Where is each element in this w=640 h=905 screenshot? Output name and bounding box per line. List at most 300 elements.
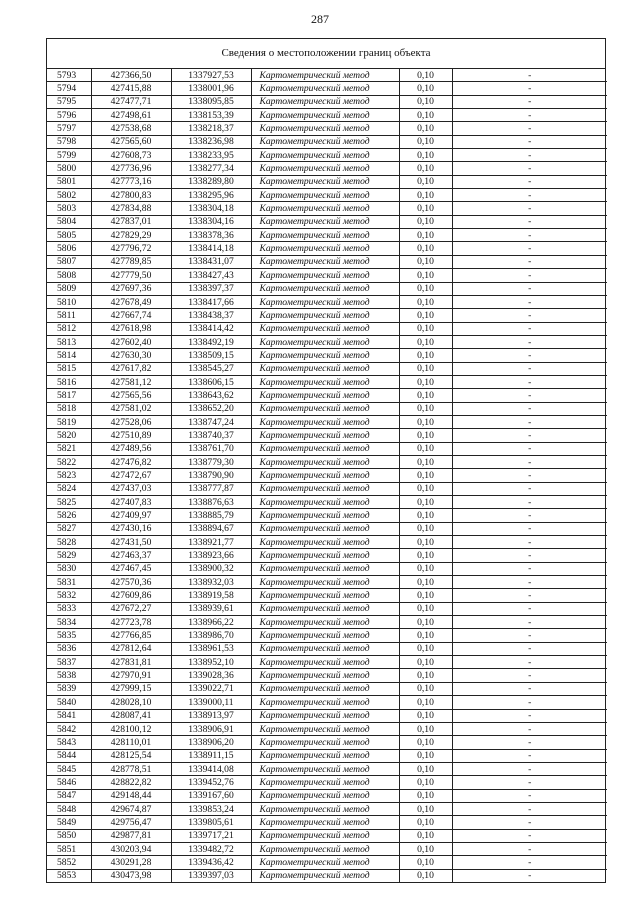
point-number-cell: 5794	[47, 82, 91, 95]
table-row	[47, 455, 607, 468]
point-number-cell: 5827	[47, 522, 91, 535]
method-cell: Картометрический метод	[251, 829, 399, 842]
x-coordinate-cell: 427565,60	[91, 135, 171, 148]
accuracy-cell: 0,10	[399, 816, 452, 829]
point-number-cell: 5837	[47, 656, 91, 669]
y-coordinate-cell: 1338961,53	[171, 642, 251, 655]
description-cell: -	[452, 82, 607, 95]
y-coordinate-cell: 1338233,95	[171, 149, 251, 162]
table-row	[47, 122, 607, 135]
y-coordinate-cell: 1339805,61	[171, 816, 251, 829]
table-row	[47, 549, 607, 562]
method-cell: Картометрический метод	[251, 482, 399, 495]
y-coordinate-cell: 1338378,36	[171, 229, 251, 242]
table-row	[47, 856, 607, 869]
accuracy-cell: 0,10	[399, 202, 452, 215]
description-cell: -	[452, 669, 607, 682]
accuracy-cell: 0,10	[399, 135, 452, 148]
point-number-cell: 5793	[47, 69, 91, 82]
description-cell: -	[452, 215, 607, 228]
method-cell: Картометрический метод	[251, 709, 399, 722]
x-coordinate-cell: 428028,10	[91, 696, 171, 709]
accuracy-cell: 0,10	[399, 149, 452, 162]
point-number-cell: 5842	[47, 722, 91, 735]
accuracy-cell: 0,10	[399, 389, 452, 402]
description-cell: -	[452, 869, 607, 882]
x-coordinate-cell: 427489,56	[91, 442, 171, 455]
table-row	[47, 309, 607, 322]
accuracy-cell: 0,10	[399, 429, 452, 442]
table-row	[47, 536, 607, 549]
description-cell: -	[452, 282, 607, 295]
accuracy-cell: 0,10	[399, 415, 452, 428]
point-number-cell: 5811	[47, 309, 91, 322]
method-cell: Картометрический метод	[251, 389, 399, 402]
x-coordinate-cell: 427608,73	[91, 149, 171, 162]
y-coordinate-cell: 1338304,16	[171, 215, 251, 228]
accuracy-cell: 0,10	[399, 616, 452, 629]
point-number-cell: 5816	[47, 375, 91, 388]
y-coordinate-cell: 1338952,10	[171, 656, 251, 669]
y-coordinate-cell: 1338277,34	[171, 162, 251, 175]
point-number-cell: 5826	[47, 509, 91, 522]
y-coordinate-cell: 1339853,24	[171, 802, 251, 815]
x-coordinate-cell: 429756,47	[91, 816, 171, 829]
description-cell: -	[452, 175, 607, 188]
x-coordinate-cell: 427630,30	[91, 349, 171, 362]
table-row	[47, 496, 607, 509]
table-row	[47, 335, 607, 348]
accuracy-cell: 0,10	[399, 122, 452, 135]
method-cell: Картометрический метод	[251, 776, 399, 789]
x-coordinate-cell: 427723,78	[91, 616, 171, 629]
table-row	[47, 829, 607, 842]
table-row	[47, 522, 607, 535]
description-cell: -	[452, 749, 607, 762]
method-cell: Картометрический метод	[251, 669, 399, 682]
point-number-cell: 5804	[47, 215, 91, 228]
x-coordinate-cell: 427415,88	[91, 82, 171, 95]
x-coordinate-cell: 427528,06	[91, 415, 171, 428]
method-cell: Картометрический метод	[251, 562, 399, 575]
description-cell: -	[452, 509, 607, 522]
method-cell: Картометрический метод	[251, 135, 399, 148]
description-cell: -	[452, 602, 607, 615]
y-coordinate-cell: 1338900,32	[171, 562, 251, 575]
table-row	[47, 149, 607, 162]
accuracy-cell: 0,10	[399, 175, 452, 188]
table-row	[47, 629, 607, 642]
description-cell: -	[452, 415, 607, 428]
method-cell: Картометрический метод	[251, 682, 399, 695]
table-row	[47, 162, 607, 175]
x-coordinate-cell: 427779,50	[91, 269, 171, 282]
table-row	[47, 229, 607, 242]
point-number-cell: 5806	[47, 242, 91, 255]
point-number-cell: 5796	[47, 109, 91, 122]
method-cell: Картометрический метод	[251, 509, 399, 522]
accuracy-cell: 0,10	[399, 536, 452, 549]
method-cell: Картометрический метод	[251, 869, 399, 882]
table-row	[47, 109, 607, 122]
x-coordinate-cell: 428125,54	[91, 749, 171, 762]
method-cell: Картометрический метод	[251, 856, 399, 869]
accuracy-cell: 0,10	[399, 282, 452, 295]
method-cell: Картометрический метод	[251, 95, 399, 108]
description-cell: -	[452, 429, 607, 442]
point-number-cell: 5832	[47, 589, 91, 602]
x-coordinate-cell: 427602,40	[91, 335, 171, 348]
accuracy-cell: 0,10	[399, 442, 452, 455]
point-number-cell: 5795	[47, 95, 91, 108]
y-coordinate-cell: 1339000,11	[171, 696, 251, 709]
description-cell: -	[452, 776, 607, 789]
y-coordinate-cell: 1338643,62	[171, 389, 251, 402]
point-number-cell: 5833	[47, 602, 91, 615]
accuracy-cell: 0,10	[399, 749, 452, 762]
table-row	[47, 709, 607, 722]
accuracy-cell: 0,10	[399, 162, 452, 175]
y-coordinate-cell: 1338923,66	[171, 549, 251, 562]
description-cell: -	[452, 202, 607, 215]
x-coordinate-cell: 427800,83	[91, 189, 171, 202]
accuracy-cell: 0,10	[399, 656, 452, 669]
accuracy-cell: 0,10	[399, 455, 452, 468]
y-coordinate-cell: 1338761,70	[171, 442, 251, 455]
accuracy-cell: 0,10	[399, 869, 452, 882]
table-row	[47, 656, 607, 669]
method-cell: Картометрический метод	[251, 175, 399, 188]
x-coordinate-cell: 427773,16	[91, 175, 171, 188]
table-row	[47, 415, 607, 428]
y-coordinate-cell: 1338919,58	[171, 589, 251, 602]
x-coordinate-cell: 427999,15	[91, 682, 171, 695]
point-number-cell: 5840	[47, 696, 91, 709]
point-number-cell: 5821	[47, 442, 91, 455]
table-row	[47, 255, 607, 268]
method-cell: Картометрический метод	[251, 269, 399, 282]
accuracy-cell: 0,10	[399, 109, 452, 122]
point-number-cell: 5851	[47, 842, 91, 855]
table-row	[47, 389, 607, 402]
accuracy-cell: 0,10	[399, 69, 452, 82]
x-coordinate-cell: 427618,98	[91, 322, 171, 335]
y-coordinate-cell: 1338740,37	[171, 429, 251, 442]
description-cell: -	[452, 589, 607, 602]
table-row	[47, 722, 607, 735]
y-coordinate-cell: 1337927,53	[171, 69, 251, 82]
description-cell: -	[452, 549, 607, 562]
description-cell: -	[452, 536, 607, 549]
accuracy-cell: 0,10	[399, 269, 452, 282]
point-number-cell: 5838	[47, 669, 91, 682]
description-cell: -	[452, 829, 607, 842]
point-number-cell: 5825	[47, 496, 91, 509]
method-cell: Картометрический метод	[251, 722, 399, 735]
description-cell: -	[452, 189, 607, 202]
x-coordinate-cell: 430473,98	[91, 869, 171, 882]
description-cell: -	[452, 109, 607, 122]
table-row	[47, 696, 607, 709]
description-cell: -	[452, 362, 607, 375]
description-cell: -	[452, 149, 607, 162]
point-number-cell: 5805	[47, 229, 91, 242]
point-number-cell: 5807	[47, 255, 91, 268]
point-number-cell: 5848	[47, 802, 91, 815]
y-coordinate-cell: 1338913,97	[171, 709, 251, 722]
table-row	[47, 789, 607, 802]
point-number-cell: 5799	[47, 149, 91, 162]
point-number-cell: 5817	[47, 389, 91, 402]
point-number-cell: 5824	[47, 482, 91, 495]
accuracy-cell: 0,10	[399, 402, 452, 415]
description-cell: -	[452, 242, 607, 255]
x-coordinate-cell: 427697,36	[91, 282, 171, 295]
x-coordinate-cell: 427970,91	[91, 669, 171, 682]
table-row	[47, 189, 607, 202]
table-row	[47, 589, 607, 602]
point-number-cell: 5850	[47, 829, 91, 842]
table-row	[47, 749, 607, 762]
x-coordinate-cell: 427617,82	[91, 362, 171, 375]
y-coordinate-cell: 1339028,36	[171, 669, 251, 682]
description-cell: -	[452, 562, 607, 575]
x-coordinate-cell: 427837,01	[91, 215, 171, 228]
y-coordinate-cell: 1338652,20	[171, 402, 251, 415]
x-coordinate-cell: 427472,67	[91, 469, 171, 482]
method-cell: Картометрический метод	[251, 362, 399, 375]
x-coordinate-cell: 430203,94	[91, 842, 171, 855]
method-cell: Картометрический метод	[251, 696, 399, 709]
x-coordinate-cell: 427667,74	[91, 309, 171, 322]
accuracy-cell: 0,10	[399, 229, 452, 242]
table-row	[47, 349, 607, 362]
description-cell: -	[452, 642, 607, 655]
accuracy-cell: 0,10	[399, 335, 452, 348]
method-cell: Картометрический метод	[251, 149, 399, 162]
method-cell: Картометрический метод	[251, 415, 399, 428]
description-cell: -	[452, 736, 607, 749]
method-cell: Картометрический метод	[251, 589, 399, 602]
y-coordinate-cell: 1338939,61	[171, 602, 251, 615]
method-cell: Картометрический метод	[251, 189, 399, 202]
method-cell: Картометрический метод	[251, 255, 399, 268]
description-cell: -	[452, 762, 607, 775]
description-cell: -	[452, 295, 607, 308]
accuracy-cell: 0,10	[399, 736, 452, 749]
accuracy-cell: 0,10	[399, 255, 452, 268]
y-coordinate-cell: 1339482,72	[171, 842, 251, 855]
description-cell: -	[452, 682, 607, 695]
y-coordinate-cell: 1338545,27	[171, 362, 251, 375]
y-coordinate-cell: 1338427,43	[171, 269, 251, 282]
method-cell: Картометрический метод	[251, 576, 399, 589]
table-row	[47, 215, 607, 228]
point-number-cell: 5844	[47, 749, 91, 762]
table-row	[47, 69, 607, 82]
point-number-cell: 5812	[47, 322, 91, 335]
x-coordinate-cell: 427812,64	[91, 642, 171, 655]
accuracy-cell: 0,10	[399, 469, 452, 482]
table-row	[47, 242, 607, 255]
x-coordinate-cell: 428110,01	[91, 736, 171, 749]
method-cell: Картометрический метод	[251, 629, 399, 642]
method-cell: Картометрический метод	[251, 602, 399, 615]
description-cell: -	[452, 616, 607, 629]
method-cell: Картометрический метод	[251, 375, 399, 388]
point-number-cell: 5835	[47, 629, 91, 642]
y-coordinate-cell: 1338921,77	[171, 536, 251, 549]
table-row	[47, 202, 607, 215]
method-cell: Картометрический метод	[251, 496, 399, 509]
description-cell: -	[452, 402, 607, 415]
x-coordinate-cell: 427565,56	[91, 389, 171, 402]
point-number-cell: 5820	[47, 429, 91, 442]
y-coordinate-cell: 1338747,24	[171, 415, 251, 428]
y-coordinate-cell: 1338777,87	[171, 482, 251, 495]
x-coordinate-cell: 427476,82	[91, 455, 171, 468]
method-cell: Картометрический метод	[251, 656, 399, 669]
x-coordinate-cell: 427463,37	[91, 549, 171, 562]
table-row	[47, 842, 607, 855]
point-number-cell: 5845	[47, 762, 91, 775]
description-cell: -	[452, 375, 607, 388]
accuracy-cell: 0,10	[399, 522, 452, 535]
method-cell: Картометрический метод	[251, 82, 399, 95]
point-number-cell: 5853	[47, 869, 91, 882]
point-number-cell: 5814	[47, 349, 91, 362]
description-cell: -	[452, 842, 607, 855]
x-coordinate-cell: 427766,85	[91, 629, 171, 642]
y-coordinate-cell: 1338790,90	[171, 469, 251, 482]
y-coordinate-cell: 1338966,22	[171, 616, 251, 629]
accuracy-cell: 0,10	[399, 496, 452, 509]
accuracy-cell: 0,10	[399, 856, 452, 869]
method-cell: Картометрический метод	[251, 642, 399, 655]
y-coordinate-cell: 1338417,66	[171, 295, 251, 308]
point-number-cell: 5828	[47, 536, 91, 549]
method-cell: Картометрический метод	[251, 69, 399, 82]
y-coordinate-cell: 1339397,03	[171, 869, 251, 882]
x-coordinate-cell: 427834,88	[91, 202, 171, 215]
table-row	[47, 375, 607, 388]
description-cell: -	[452, 335, 607, 348]
point-number-cell: 5849	[47, 816, 91, 829]
description-cell: -	[452, 255, 607, 268]
y-coordinate-cell: 1338885,79	[171, 509, 251, 522]
table-row	[47, 816, 607, 829]
y-coordinate-cell: 1338779,30	[171, 455, 251, 468]
x-coordinate-cell: 428778,51	[91, 762, 171, 775]
x-coordinate-cell: 427829,29	[91, 229, 171, 242]
table-row	[47, 469, 607, 482]
description-cell: -	[452, 522, 607, 535]
accuracy-cell: 0,10	[399, 629, 452, 642]
table-row	[47, 269, 607, 282]
table-row	[47, 869, 607, 882]
point-number-cell: 5800	[47, 162, 91, 175]
description-cell: -	[452, 789, 607, 802]
description-cell: -	[452, 69, 607, 82]
x-coordinate-cell: 427609,86	[91, 589, 171, 602]
y-coordinate-cell: 1338289,80	[171, 175, 251, 188]
table-row	[47, 362, 607, 375]
description-cell: -	[452, 95, 607, 108]
accuracy-cell: 0,10	[399, 642, 452, 655]
table-row	[47, 282, 607, 295]
description-cell: -	[452, 802, 607, 815]
table-row	[47, 82, 607, 95]
accuracy-cell: 0,10	[399, 482, 452, 495]
method-cell: Картометрический метод	[251, 122, 399, 135]
x-coordinate-cell: 427796,72	[91, 242, 171, 255]
table-row	[47, 802, 607, 815]
table-row	[47, 562, 607, 575]
y-coordinate-cell: 1338295,96	[171, 189, 251, 202]
accuracy-cell: 0,10	[399, 669, 452, 682]
table-row	[47, 736, 607, 749]
accuracy-cell: 0,10	[399, 829, 452, 842]
point-number-cell: 5809	[47, 282, 91, 295]
page-number: 287	[311, 12, 329, 26]
description-cell: -	[452, 482, 607, 495]
x-coordinate-cell: 427430,16	[91, 522, 171, 535]
x-coordinate-cell: 427581,12	[91, 375, 171, 388]
table-row	[47, 602, 607, 615]
accuracy-cell: 0,10	[399, 242, 452, 255]
point-number-cell: 5831	[47, 576, 91, 589]
point-number-cell: 5797	[47, 122, 91, 135]
y-coordinate-cell: 1338153,39	[171, 109, 251, 122]
y-coordinate-cell: 1339436,42	[171, 856, 251, 869]
accuracy-cell: 0,10	[399, 762, 452, 775]
method-cell: Картометрический метод	[251, 842, 399, 855]
table-row	[47, 482, 607, 495]
description-cell: -	[452, 442, 607, 455]
point-number-cell: 5815	[47, 362, 91, 375]
x-coordinate-cell: 427366,50	[91, 69, 171, 82]
boundary-table-sheet	[46, 38, 606, 883]
point-number-cell: 5823	[47, 469, 91, 482]
y-coordinate-cell: 1339022,71	[171, 682, 251, 695]
x-coordinate-cell: 427477,71	[91, 95, 171, 108]
accuracy-cell: 0,10	[399, 309, 452, 322]
accuracy-cell: 0,10	[399, 589, 452, 602]
y-coordinate-cell: 1338001,96	[171, 82, 251, 95]
description-cell: -	[452, 122, 607, 135]
accuracy-cell: 0,10	[399, 709, 452, 722]
point-number-cell: 5798	[47, 135, 91, 148]
y-coordinate-cell: 1339414,08	[171, 762, 251, 775]
point-number-cell: 5802	[47, 189, 91, 202]
y-coordinate-cell: 1339452,76	[171, 776, 251, 789]
description-cell: -	[452, 496, 607, 509]
accuracy-cell: 0,10	[399, 842, 452, 855]
method-cell: Картометрический метод	[251, 229, 399, 242]
y-coordinate-cell: 1338414,42	[171, 322, 251, 335]
y-coordinate-cell: 1338414,18	[171, 242, 251, 255]
y-coordinate-cell: 1338509,15	[171, 349, 251, 362]
point-number-cell: 5839	[47, 682, 91, 695]
accuracy-cell: 0,10	[399, 562, 452, 575]
description-cell: -	[452, 816, 607, 829]
x-coordinate-cell: 427467,45	[91, 562, 171, 575]
method-cell: Картометрический метод	[251, 309, 399, 322]
y-coordinate-cell: 1338911,15	[171, 749, 251, 762]
method-cell: Картометрический метод	[251, 816, 399, 829]
y-coordinate-cell: 1338397,37	[171, 282, 251, 295]
method-cell: Картометрический метод	[251, 749, 399, 762]
